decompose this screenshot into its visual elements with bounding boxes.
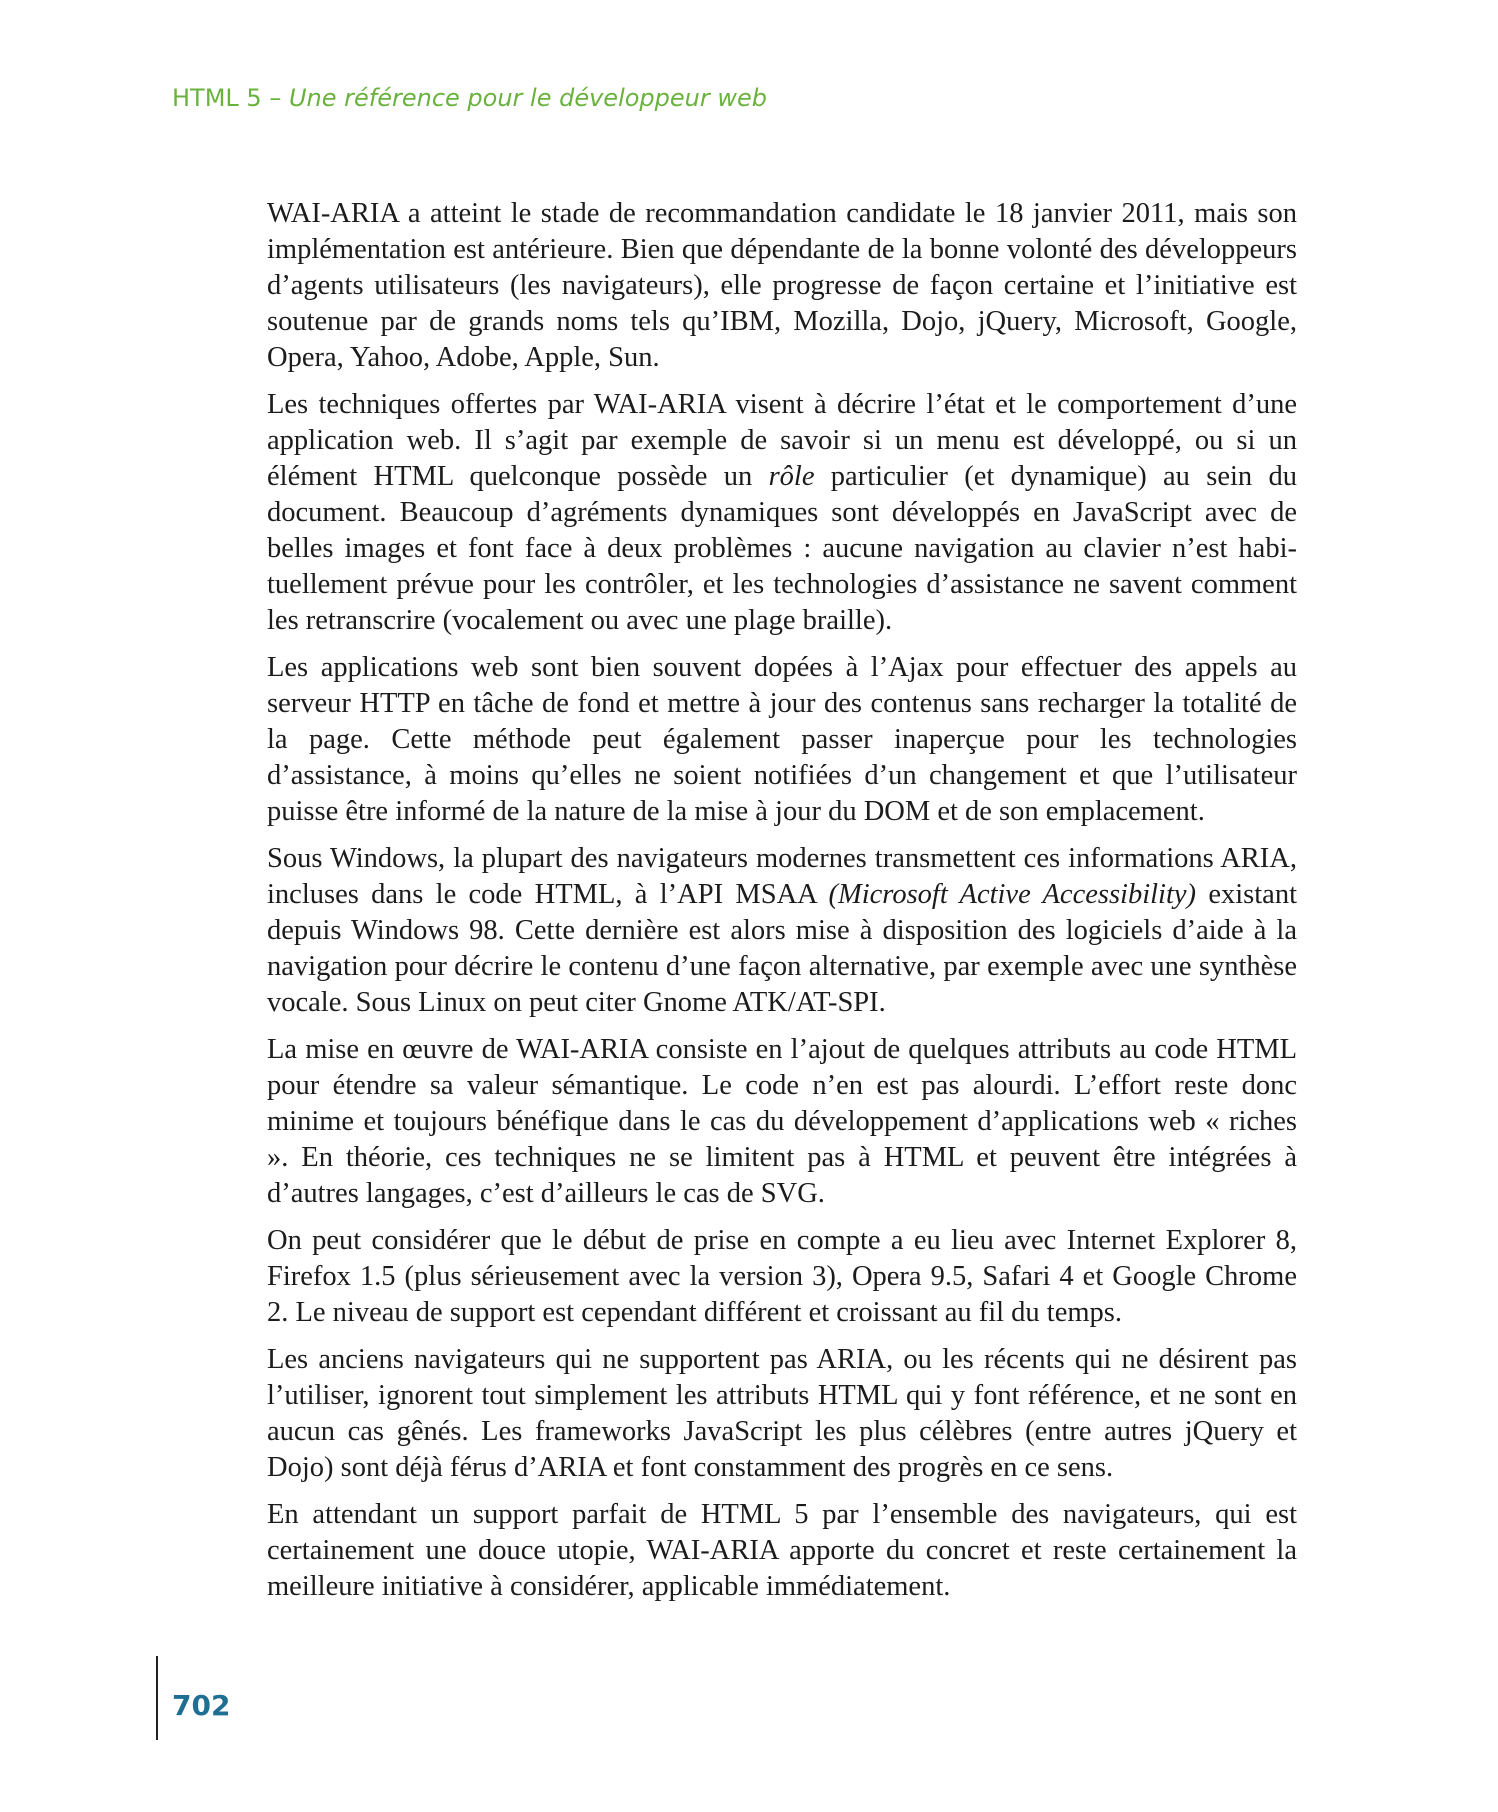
- paragraph-8: En attendant un support parfait de HTML 5 par l’ensemble des navigateurs, qui est certainement une douce utopie, WAI-ARIA apporte du concret et reste certainement la meilleure initiative à considérer, applicable immédiatement.: [267, 1499, 1297, 1602]
- paragraph-7: Les anciens navigateurs qui ne supportent pas ARIA, ou les récents qui ne désirent pas l’utiliser, ignorent tout simplement les attributs HTML qui y font référence, et ne sont en aucun cas gênés. Les frameworks JavaScript les plus célèbres (entre autres jQuery et Dojo) sont déjà férus d’ARIA et font constamment des progrès en ce sens.: [267, 1344, 1297, 1483]
- book-subtitle: Une référence pour le développeur web: [288, 84, 767, 112]
- running-head: [172, 84, 767, 112]
- body-text: [267, 196, 1297, 1616]
- paragraph-6: On peut considérer que le début de prise en compte a eu lieu avec Internet Explorer 8, Firefox 1.5 (plus sérieusement avec la version 3), Opera 9.5, Safari 4 et Google Chrome 2. Le niveau de support est cependant différent et croissant au fil du temps.: [267, 1225, 1297, 1328]
- paragraph-2: Les techniques offertes par WAI-ARIA visent à décrire l’état et le comportement d’une application web. Il s’agit par exemple de savoir si un menu est développé, ou si un élément HTML quelconque possède un rôle particulier (et dynamique) au sein du document. Beaucoup d’agréments dynamiques sont développés en JavaScript avec de belles images et font face à deux problèmes : aucune navigation au clavier n’est habituellement prévue pour les contrôler, et les technologies d’assistance ne savent comment les retranscrire (vocalement ou avec une plage braille).: [267, 389, 1297, 636]
- title-separator: –: [261, 84, 289, 112]
- book-title: HTML 5: [172, 84, 262, 112]
- paragraph-4: Sous Windows, la plupart des navigateurs modernes transmettent ces informations ARIA, incluses dans le code HTML, à l’API MSAA (Microsoft Active Accessibility) existant depuis Windows 98. Cette dernière est alors mise à disposition des logiciels d’aide à la navigation pour décrire le contenu d’une façon alternative, par exemple avec une synthèse vocale. Sous Linux on peut citer Gnome ATK/AT-SPI.: [267, 843, 1297, 1018]
- paragraph-3: Les applications web sont bien souvent dopées à l’Ajax pour effectuer des appels au serveur HTTP en tâche de fond et mettre à jour des contenus sans recharger la totalité de la page. Cette méthode peut également passer inaperçue pour les technologies d’assistance, à moins qu’elles ne soient notifiées d’un changement et que l’utilisateur puisse être informé de la nature de la mise à jour du DOM et de son emplacement.: [267, 652, 1297, 827]
- paragraph-1: WAI-ARIA a atteint le stade de recommandation candidate le 18 janvier 2011, mais son implémentation est antérieure. Bien que dépendante de la bonne volonté des développeurs d’agents utilisateurs (les navigateurs), elle progresse de façon certaine et l’initiative est soutenue par de grands noms tels qu’IBM, Mozilla, Dojo, jQuery, Microsoft, Google, Opera, Yahoo, Adobe, Apple, Sun.: [267, 198, 1297, 373]
- page-number: 702: [172, 1689, 231, 1722]
- page-number-rule: [156, 1656, 158, 1740]
- paragraph-5: La mise en œuvre de WAI-ARIA consiste en l’ajout de quelques attributs au code HTML pour étendre sa valeur sémantique. Le code n’en est pas alourdi. L’effort reste donc minime et toujours bénéfique dans le cas du développement d’applications web « riches ». En théorie, ces techniques ne se limitent pas à HTML et peuvent être intégrées à d’autres langages, c’est d’ailleurs le cas de SVG.: [267, 1034, 1297, 1209]
